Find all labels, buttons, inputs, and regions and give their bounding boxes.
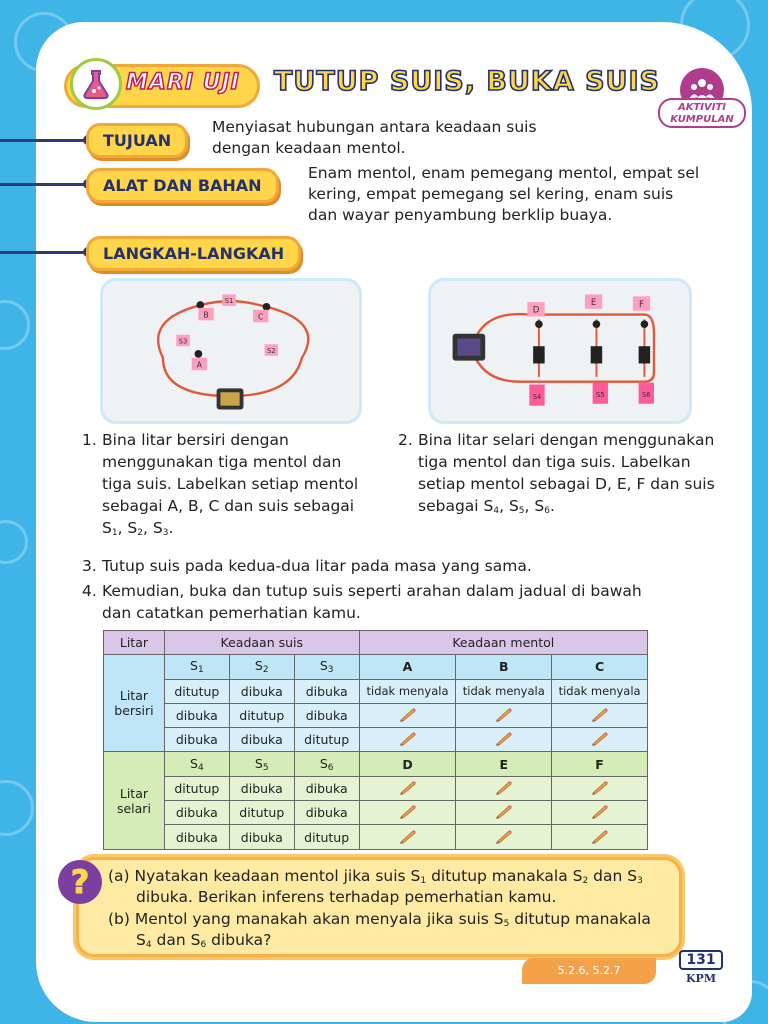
tujuan-text	[212, 117, 537, 159]
tujuan-connector	[0, 139, 88, 142]
table-row: ditutup dibuka dibuka tidak menyala tidak menyala tidak menyala	[104, 679, 648, 703]
page-number: 131	[679, 950, 723, 970]
bulb-a-header: A	[359, 655, 456, 679]
step-1	[82, 429, 382, 544]
pencil-icon[interactable]	[552, 776, 648, 800]
step-2-line-2: tiga mentol dan tiga suis. Labelkan	[418, 453, 691, 471]
alat-line-3: dan wayar penyambung berklip buaya.	[308, 206, 613, 224]
photo1-label-b: B	[203, 310, 209, 320]
pencil-icon[interactable]	[359, 703, 456, 727]
pencil-icon[interactable]	[456, 776, 552, 800]
table-row: ditutup dibuka dibuka	[104, 776, 648, 800]
pencil-icon[interactable]	[359, 825, 456, 849]
photo2-label-e: E	[590, 297, 597, 308]
step-4-line-2: dan catatkan pemerhatian kamu.	[102, 604, 361, 622]
photo1-label-a: A	[196, 360, 202, 370]
step-4-number: 4.	[82, 582, 97, 600]
photo2-label-d: D	[532, 305, 540, 316]
alat-text	[308, 163, 699, 226]
question-a-line-2: dibuka. Berikan inferens terhadap pemerhatian kamu.	[136, 888, 557, 906]
pencil-icon[interactable]	[359, 776, 456, 800]
bersiri-subheader-row	[104, 655, 648, 679]
table-row: dibuka ditutup dibuka	[104, 801, 648, 825]
photo2-label-s6: S6	[642, 391, 651, 400]
photo2-label-f: F	[639, 299, 644, 310]
switch-s6-header: $S_6$	[294, 752, 359, 776]
pencil-icon[interactable]	[552, 825, 648, 849]
tujuan-line-2: dengan keadaan mentol.	[212, 139, 406, 157]
question-b-line-1: (b) Mentol yang manakah akan menyala jika suis $S_5$ ditutup manakala	[108, 910, 651, 929]
bulb-c-header: C	[552, 655, 648, 679]
pencil-icon[interactable]	[552, 703, 648, 727]
step-3-number: 3.	[82, 557, 97, 575]
question-mark-icon: ?	[58, 860, 102, 904]
page-number-badge	[672, 950, 730, 994]
step-1-number: 1.	[82, 431, 97, 449]
step-2-line-1: Bina litar selari dengan menggunakan	[418, 431, 715, 449]
tujuan-line-1: Menyiasat hubungan antara keadaan suis	[212, 118, 537, 136]
header-litar: Litar	[104, 631, 165, 655]
bulb-f-header: F	[552, 752, 648, 776]
step-2-line-3: setiap mentol sebagai D, E, F dan suis	[418, 475, 715, 493]
header-keadaan-suis: Keadaan suis	[164, 631, 359, 655]
step-1-line-2: menggunakan tiga mentol dan	[102, 453, 342, 471]
photo1-label-s1: S1	[224, 297, 234, 306]
table-header-row	[104, 631, 648, 655]
alat-connector	[0, 183, 88, 186]
litar-bersiri-label: Litar bersiri	[104, 655, 165, 752]
photo2-label-s5: S5	[596, 391, 605, 400]
photo1-label-s3: S3	[178, 337, 188, 346]
aktiviti-kumpulan-label: AKTIVITI KUMPULAN	[658, 98, 746, 128]
selari-subheader-row	[104, 752, 648, 776]
switch-s5-header: $S_5$	[229, 752, 294, 776]
photo2-label-s4: S4	[532, 392, 542, 401]
langkah-connector	[0, 251, 88, 254]
tujuan-label: TUJUAN	[86, 123, 188, 158]
alat-dan-bahan-label: ALAT DAN BAHAN	[86, 168, 279, 203]
pencil-icon[interactable]	[456, 728, 552, 752]
observation-table	[103, 630, 648, 850]
aktiviti-kumpulan-badge	[658, 68, 746, 130]
switch-s1-header: $S_1$	[164, 655, 229, 679]
photo1-label-c: C	[258, 312, 264, 322]
header-keadaan-mentol: Keadaan mentol	[359, 631, 647, 655]
langkah-label: LANGKAH-LANGKAH	[86, 236, 301, 271]
litar-selari-label: Litar selari	[104, 752, 165, 849]
mari-uji-label: MARI UJI	[126, 70, 240, 95]
step-2-line-4: sebagai $S_4$, $S_5$, $S_6$.	[418, 497, 555, 516]
step-4-line-1: Kemudian, buka dan tutup suis seperti arahan dalam jadual di bawah	[102, 582, 642, 600]
switch-s4-header: $S_4$	[164, 752, 229, 776]
pencil-icon[interactable]	[552, 801, 648, 825]
step-1-line-5: $S_1$, $S_2$, $S_3$.	[102, 519, 174, 538]
photo1-label-s2: S2	[267, 346, 276, 355]
question-b-line-2: $S_4$ dan $S_6$ dibuka?	[136, 931, 272, 950]
table-row: dibuka dibuka ditutup	[104, 728, 648, 752]
series-circuit-photo	[100, 278, 362, 424]
pencil-icon[interactable]	[552, 728, 648, 752]
alat-line-2: kering, empat pemegang sel kering, enam suis	[308, 185, 674, 203]
bulb-d-header: D	[359, 752, 456, 776]
step-3	[82, 555, 722, 577]
pencil-icon[interactable]	[359, 801, 456, 825]
step-2	[398, 429, 728, 524]
step-2-number: 2.	[398, 431, 413, 449]
table-row: dibuka ditutup dibuka	[104, 703, 648, 727]
standards-code: 5.2.6, 5.2.7	[522, 958, 656, 984]
publisher-logo: KPM	[685, 972, 716, 985]
pencil-icon[interactable]	[359, 728, 456, 752]
pencil-icon[interactable]	[456, 825, 552, 849]
step-4	[82, 580, 722, 624]
pencil-icon[interactable]	[456, 801, 552, 825]
parallel-circuit-photo	[428, 278, 692, 424]
bulb-e-header: E	[456, 752, 552, 776]
pencil-icon[interactable]	[456, 703, 552, 727]
step-1-line-1: Bina litar bersiri dengan	[102, 431, 289, 449]
table-row: dibuka dibuka ditutup	[104, 825, 648, 849]
step-1-line-4: sebagai A, B, C dan suis sebagai	[102, 497, 355, 515]
page-title: TUTUP SUIS, BUKA SUIS	[274, 66, 660, 97]
question-a-line-1: (a) Nyatakan keadaan mentol jika suis $S_1$ ditutup manakala $S_2$ dan $S_3$	[108, 867, 643, 886]
alat-line-1: Enam mentol, enam pemegang mentol, empat sel	[308, 164, 700, 182]
switch-s2-header: $S_2$	[229, 655, 294, 679]
step-3-line-1: Tutup suis pada kedua-dua litar pada masa yang sama.	[102, 557, 532, 575]
bulb-b-header: B	[456, 655, 552, 679]
step-1-line-3: tiga suis. Labelkan setiap mentol	[102, 475, 359, 493]
switch-s3-header: $S_3$	[294, 655, 359, 679]
flask-icon	[70, 58, 122, 110]
